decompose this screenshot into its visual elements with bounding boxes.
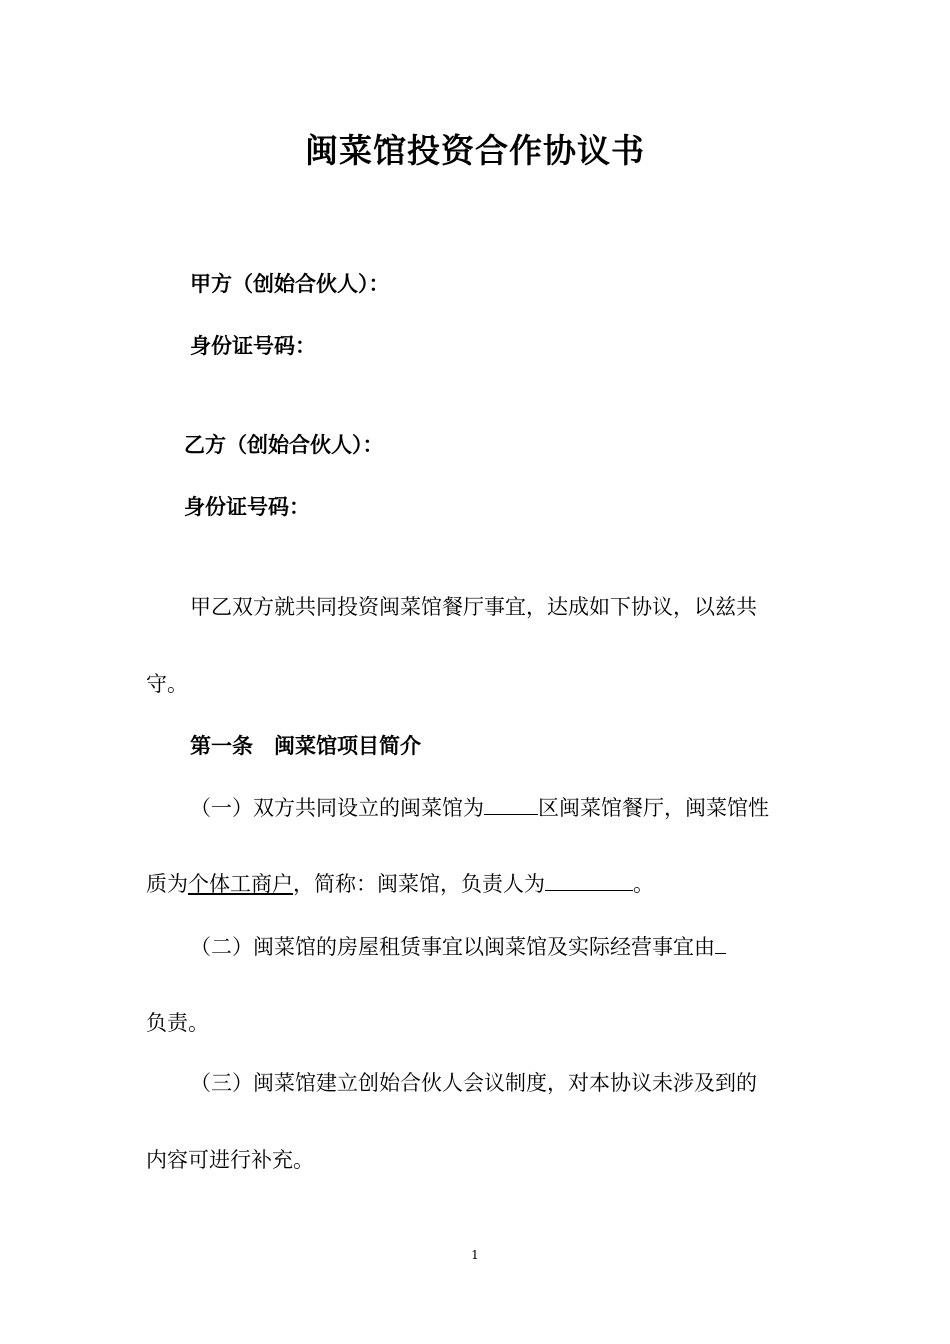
article-1-item-2-line-2: 负责。 — [146, 1011, 209, 1035]
article-1-item-1-line-1 — [190, 792, 769, 823]
article-1-item-3-line-1: （三）闽菜馆建立创始合伙人会议制度，对本协议未涉及到的 — [190, 1071, 757, 1095]
item-2-text: （二）闽菜馆的房屋租赁事宜以闽菜馆及实际经营事宜由 — [190, 935, 715, 959]
article-1-item-3-line-2: 内容可进行补充。 — [146, 1148, 314, 1172]
intro-line-1: 甲乙双方就共同投资闽菜馆餐厅事宜，达成如下协议，以兹共 — [190, 595, 757, 619]
party-a-label: 甲方（创始合伙人）： — [190, 271, 390, 296]
intro-line-2: 守。 — [146, 672, 188, 696]
party-b-id-label: 身份证号码： — [184, 494, 310, 519]
item-1-text-b: 区闽菜馆餐厅，闽菜馆性 — [538, 796, 769, 820]
district-blank — [484, 792, 538, 815]
page-number: 1 — [471, 1248, 479, 1262]
business-type: 个体工商户 — [188, 872, 293, 896]
document-title: 闽菜馆投资合作协议书 — [305, 131, 645, 170]
article-1-heading: 第一条 闽菜馆项目简介 — [190, 733, 421, 758]
item-1-text-a: （一）双方共同设立的闽菜馆为 — [190, 796, 484, 820]
item-1-text-c: 质为 — [146, 872, 188, 896]
article-1-item-2-line-1 — [190, 931, 726, 962]
item-2-blank — [715, 931, 726, 954]
party-a-id-label: 身份证号码： — [190, 333, 316, 358]
party-b-label: 乙方（创始合伙人）： — [184, 432, 384, 457]
item-1-text-e: 。 — [633, 872, 654, 896]
article-1-item-1-line-2 — [146, 868, 654, 899]
responsible-person-blank — [545, 868, 633, 891]
item-1-text-d: ，简称：闽菜馆，负责人为 — [293, 872, 545, 896]
